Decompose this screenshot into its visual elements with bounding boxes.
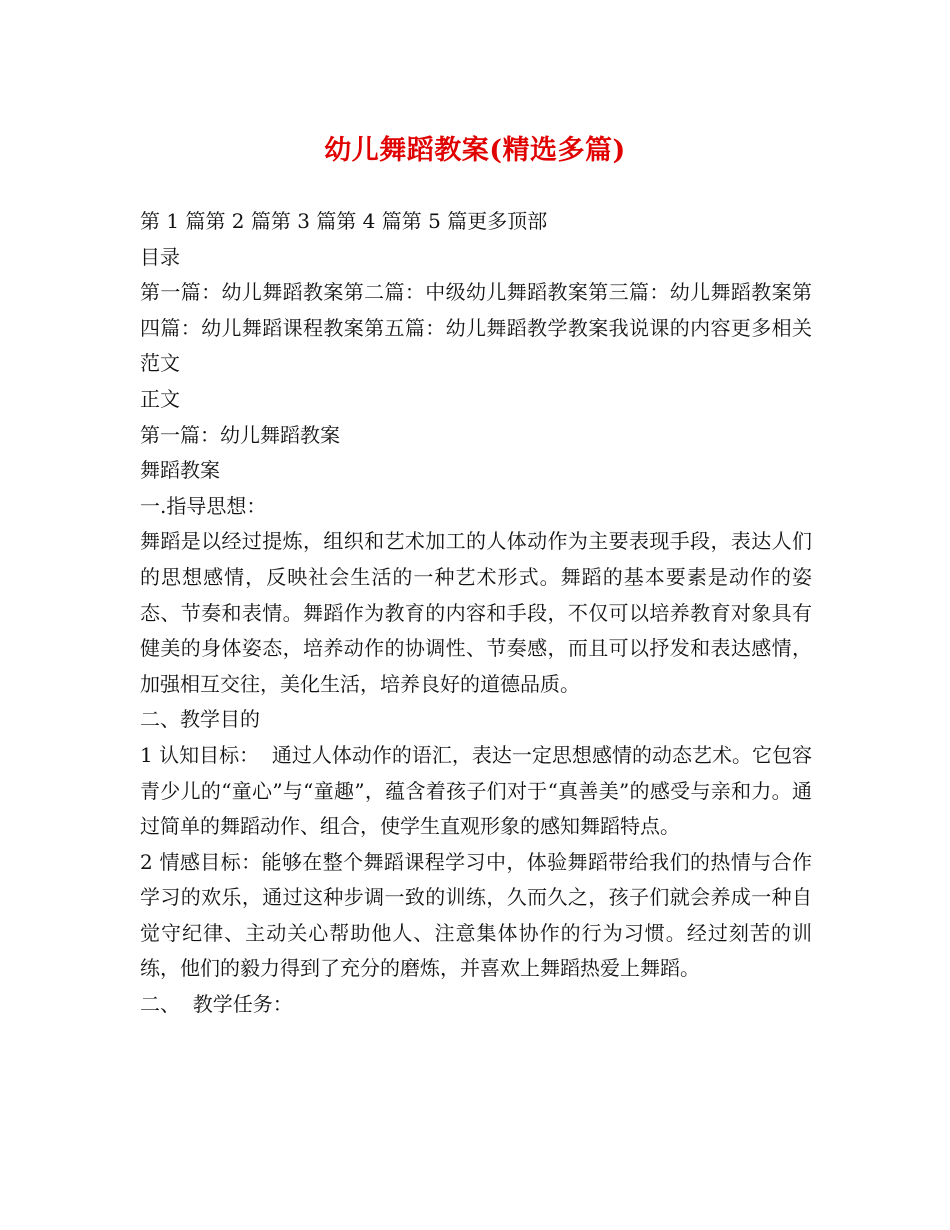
toc-text: 第一篇：幼儿舞蹈教案第二篇：中级幼儿舞蹈教案第三篇：幼儿舞蹈教案第四篇：幼儿舞蹈课程教案第五篇：幼儿舞蹈教学教案我说课的内容更多相关范文 [140, 280, 812, 376]
article-subtitle: 舞蹈教案 [140, 458, 220, 483]
section-heading-guiding-thought: 一.指导思想： [140, 493, 267, 518]
paragraph-emotional-goal: 2 情感目标：能够在整个舞蹈课程学习中，体验舞蹈带给我们的热情与合作学习的欢乐，通过这种步调一致的训练，久而久之，孩子们就会养成一种自觉守纪律、主动关心帮助他人、注意集体协作的行为习惯。经过刻苦的训练，他们的毅力得到了充分的磨炼，并喜欢上舞蹈热爱上舞蹈。 [140, 849, 812, 981]
section-paragraph-guiding-thought: 舞蹈是以经过提炼，组织和艺术加工的人体动作为主要表现手段，表达人们的思想感情，反映社会生活的一种艺术形式。舞蹈的基本要素是动作的姿态、节奏和表情。舞蹈作为教育的内容和手段，不仅可以培养教育对象具有健美的身体姿态，培养动作的协调性、节奏感，而且可以抒发和表达感情，加强相互交往，美化生活，培养良好的道德品质。 [140, 529, 812, 696]
body-heading: 正文 [140, 386, 180, 411]
article-heading: 第一篇：幼儿舞蹈教案 [140, 422, 340, 447]
toc-heading: 目录 [140, 244, 180, 269]
section-heading-teaching-tasks: 二、 教学任务： [140, 992, 293, 1017]
document-title: 幼儿舞蹈教案(精选多篇) [324, 135, 626, 166]
paragraph-cognitive-goal: 1 认知目标： 通过人体动作的语汇，表达一定思想感情的动态艺术。它包容青少儿的“童心”与“童趣”，蕴含着孩子们对于“真善美”的感受与亲和力。通过简单的舞蹈动作、组合，使学生直观形象的感知舞蹈特点。 [140, 742, 812, 839]
section-heading-teaching-goals: 二、教学目的 [140, 707, 260, 732]
document-body [140, 204, 812, 1023]
page-nav-links[interactable]: 第 1 篇第 2 篇第 3 篇第 4 篇第 5 篇更多顶部 [140, 209, 548, 233]
